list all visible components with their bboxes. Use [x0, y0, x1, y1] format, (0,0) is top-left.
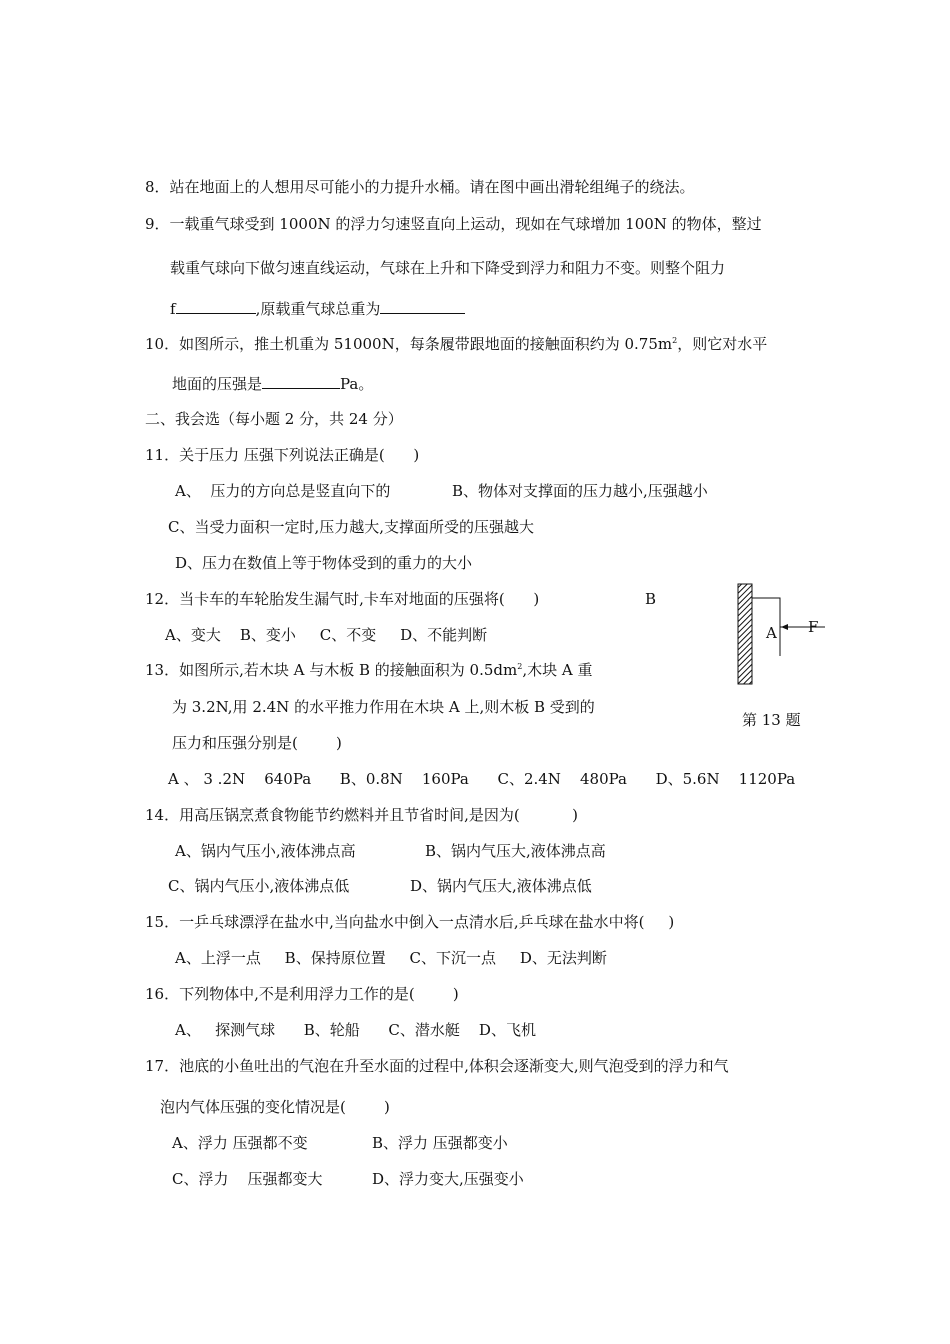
q13-force-arrowhead: [781, 624, 788, 630]
q17-line2: 泡内气体压强的变化情况是( ): [160, 1098, 390, 1116]
q13-options[interactable]: A 、 3 .2N 640Pa B、0.8N 160Pa C、2.4N 480Pa D、5.6N 1120Pa: [168, 770, 796, 788]
q12-stem: 12．当卡车的车轮胎发生漏气时,卡车对地面的压强将( ): [145, 590, 540, 608]
q16-stem: 16．下列物体中,不是利用浮力工作的是( ): [145, 985, 459, 1003]
q11-stem: 11．关于压力 压强下列说法正确是( ): [145, 446, 420, 464]
q13-figure-a-label: A: [766, 624, 777, 642]
q9-line1: 9．一载重气球受到 1000N 的浮力匀速竖直向上运动，现如在气球增加 100N 的物体，整过: [145, 215, 762, 233]
q9-blank-resistance[interactable]: [176, 298, 256, 314]
q14-option-b[interactable]: B、锅内气压大,液体沸点高: [425, 842, 606, 860]
q11-option-a[interactable]: A、 压力的方向总是竖直向下的: [175, 482, 391, 500]
q13-figure: [730, 578, 830, 690]
q8-text: 8．站在地面上的人想用尽可能小的力提升水桶。请在图中画出滑轮组绳子的绕法。: [145, 178, 695, 196]
q14-option-a[interactable]: A、锅内气压小,液体沸点高: [175, 842, 356, 860]
q9-line2: 载重气球向下做匀速直线运动，气球在上升和下降受到浮力和阻力不变。则整个阻力: [170, 259, 726, 277]
q13-line2: 为 3.2N,用 2.4N 的水平推力作用在木块 A 上,则木板 B 受到的: [172, 698, 595, 716]
q17-line1: 17．池底的小鱼吐出的气泡在升至水面的过程中,体积会逐渐变大,则气泡受到的浮力和气: [145, 1057, 729, 1075]
q17-option-c[interactable]: C、浮力 压强都变大: [172, 1170, 323, 1188]
q12-options[interactable]: A、变大 B、变小 C、不变 D、不能判断: [165, 626, 488, 644]
q13-board-b: [738, 584, 752, 684]
q13-figure-f-label: F: [808, 618, 819, 636]
q15-stem: 15．一乒乓球漂浮在盐水中,当向盐水中倒入一点清水后,乒乓球在盐水中将( ): [145, 913, 675, 931]
q16-options[interactable]: A、 探测气球 B、轮船 C、潜水艇 D、飞机: [175, 1021, 536, 1039]
section2-title: 二、我会选（每小题 2 分，共 24 分）: [145, 410, 403, 428]
q10-superscript: 2: [672, 336, 678, 345]
q13-figure-caption: 第 13 题: [742, 711, 801, 729]
q10-line1: [145, 334, 767, 354]
q17-option-d[interactable]: D、浮力变大,压强变小: [372, 1170, 524, 1188]
q10-line2-text: 地面的压强是: [172, 375, 263, 393]
q14-option-c[interactable]: C、锅内气压小,液体沸点低: [168, 877, 350, 895]
q13-superscript: 2: [517, 662, 523, 671]
q15-options[interactable]: A、上浮一点 B、保持原位置 C、下沉一点 D、无法判断: [175, 949, 607, 967]
q14-stem: 14．用高压锅烹煮食物能节约燃料并且节省时间,是因为( ): [145, 806, 579, 824]
q17-option-a[interactable]: A、浮力 压强都不变: [172, 1134, 308, 1152]
q11-option-d[interactable]: D、压力在数值上等于物体受到的重力的大小: [175, 554, 473, 572]
q17-option-b[interactable]: B、浮力 压强都变小: [372, 1134, 508, 1152]
q10-line1-tail: ，则它对水平: [677, 335, 768, 353]
q11-option-c[interactable]: C、当受力面积一定时,压力越大,支撑面所受的压强越大: [168, 518, 535, 536]
q9-blank-total-weight[interactable]: [380, 298, 465, 314]
q11-option-b[interactable]: B、物体对支撑面的压力越小,压强越小: [452, 482, 708, 500]
q10-blank-pressure[interactable]: [262, 373, 340, 389]
q9-line3-text: ,原载重气球总重为: [255, 300, 381, 318]
q13-line1-text: 13．如图所示,若木块 A 与木板 B 的接触面积为 0.5dm: [145, 661, 518, 679]
q14-option-d[interactable]: D、锅内气压大,液体沸点低: [410, 877, 592, 895]
q10-line1-text: 10．如图所示，推土机重为 51000N，每条履带跟地面的接触面积约为 0.75m: [145, 335, 673, 353]
q13-line1: [145, 660, 592, 680]
q10-unit: Pa。: [340, 375, 374, 393]
q9-line3: [170, 298, 465, 319]
q13-line3: 压力和压强分别是( ): [172, 734, 342, 752]
q9-f-label: f: [170, 300, 176, 318]
q13-line1-tail: ,木块 A 重: [522, 661, 593, 679]
q10-line2: [172, 373, 373, 394]
q12-figure-b-label: B: [645, 590, 657, 608]
